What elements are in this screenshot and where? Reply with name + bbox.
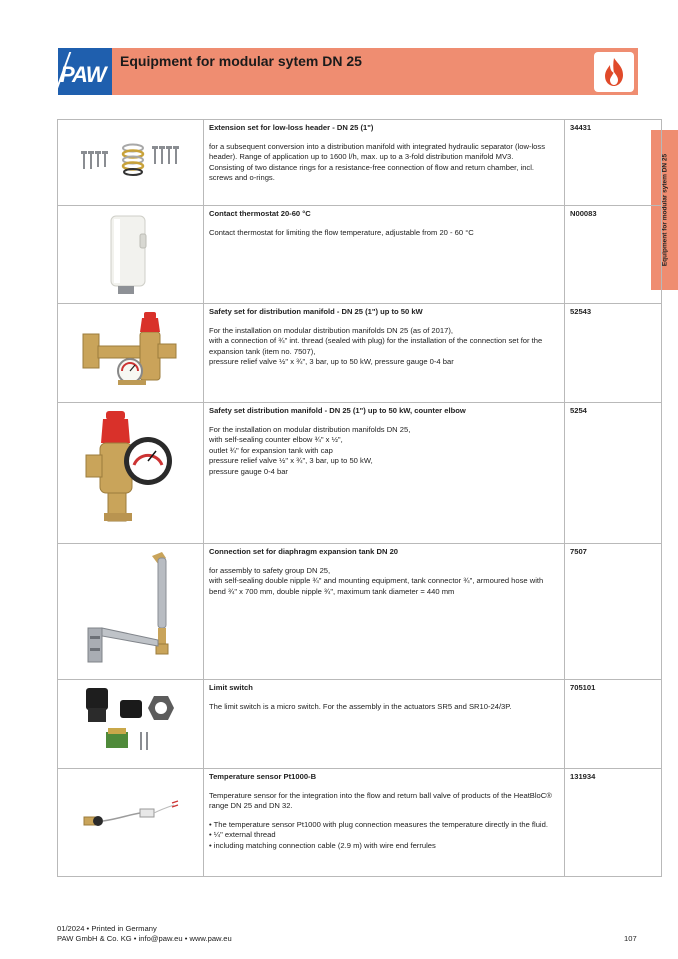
footer <box>57 924 232 944</box>
product-description: for a subsequent conversion into a distribution manifold with integrated hydraulic separator (low-loss header). Range of application up to 1600 l/h, max. up to a 3-fold distribution manifold MV3. Consisting of two distance rings for a resistance-free connection of flow and return chamber, incl. screws and o-rings. <box>209 142 545 183</box>
contact-thermostat-image <box>58 206 203 303</box>
safety-set-image <box>58 304 203 402</box>
product-description-cell <box>204 769 565 877</box>
flame-icon <box>594 52 634 92</box>
item-number: N00083 <box>565 206 662 304</box>
logo-wordmark: PAW <box>60 62 106 87</box>
product-title: Safety set distribution manifold - DN 25 (1") up to 50 kW, counter elbow <box>209 406 466 415</box>
header-bar <box>112 48 638 95</box>
product-image-cell <box>58 769 204 877</box>
product-description-cell <box>204 680 565 769</box>
table-row <box>58 680 662 769</box>
product-image-cell <box>58 120 204 206</box>
product-title: Contact thermostat 20-60 °C <box>209 209 311 218</box>
side-tab-label: Equipment for modular sytem DN 25 <box>661 153 668 267</box>
product-title: Temperature sensor Pt1000-B <box>209 772 317 781</box>
product-title: Connection set for diaphragm expansion tank DN 20 <box>209 547 399 556</box>
product-image-cell <box>58 680 204 769</box>
footer-print-info: 01/2024 • Printed in Germany <box>57 924 157 933</box>
product-description-cell <box>204 403 565 544</box>
product-title: Limit switch <box>209 683 253 692</box>
product-description-cell <box>204 544 565 680</box>
product-image-cell <box>58 403 204 544</box>
page-title: Equipment for modular sytem DN 25 <box>120 53 362 69</box>
paw-logo <box>58 48 112 95</box>
product-image-cell <box>58 304 204 403</box>
product-title: Safety set for distribution manifold - DN 25 (1") up to 50 kW <box>209 307 423 316</box>
product-table <box>57 119 662 877</box>
table-row <box>58 403 662 544</box>
item-number: 5254 <box>565 403 662 544</box>
page-number: 107 <box>624 934 637 943</box>
product-description: Temperature sensor for the integration into the flow and return ball valve of products of the HeatBloC® range DN 25 and DN 32. <box>209 791 552 811</box>
product-title: Extension set for low-loss header - DN 25 (1") <box>209 123 374 132</box>
product-description: Contact thermostat for limiting the flow temperature, adjustable from 20 - 60 °C <box>209 228 474 237</box>
extension-set-image <box>58 120 203 205</box>
product-description-cell <box>204 206 565 304</box>
temperature-sensor-image <box>58 769 203 876</box>
item-number: 131934 <box>565 769 662 877</box>
product-description-cell <box>204 304 565 403</box>
product-image-cell <box>58 544 204 680</box>
table-row <box>58 769 662 877</box>
connection-set-image <box>58 544 203 679</box>
product-image-cell <box>58 206 204 304</box>
table-row <box>58 304 662 403</box>
product-description: For the installation on modular distribution manifolds DN 25 (as of 2017), with a connection of ¾" int. thread (sealed with plug) for the installation of the connection set for the expansion tank (item no. 7507), pressure relief valve ½" x ¾", 3 bar, up to 50 kW, pressure gauge 0-4 bar <box>209 326 543 367</box>
item-number: 7507 <box>565 544 662 680</box>
safety-set-counter-elbow-image <box>58 403 203 543</box>
table-row <box>58 544 662 680</box>
product-description: for assembly to safety group DN 25, with self-sealing double nipple ¾" and mounting equipment, tank connector ¾", armoured hose with bend ¾" x 700 mm, double nipple ¾", maximum tank diameter = 440 mm <box>209 566 544 596</box>
table-row <box>58 206 662 304</box>
table-row <box>58 120 662 206</box>
item-number: 705101 <box>565 680 662 769</box>
item-number: 52543 <box>565 304 662 403</box>
item-number: 34431 <box>565 120 662 206</box>
product-description-details: • The temperature sensor Pt1000 with plug connection measures the temperature directly in the fluid. • ¼" external thread • including matching connection cable (2.9 m) with wire end ferrules <box>209 819 548 850</box>
product-description: The limit switch is a micro switch. For the assembly in the actuators SR5 and SR10-24/3P. <box>209 702 512 711</box>
product-description: For the installation on modular distribution manifolds DN 25, with self-sealing counter elbow ¾" x ½", outlet ¾" for expansion tank with cap pressure relief valve ½" x ¾", 3 bar, up to 50 kW, pressure gauge 0-4 bar <box>209 425 411 476</box>
footer-company-contact: PAW GmbH & Co. KG • info@paw.eu • www.paw.eu <box>57 934 232 943</box>
product-description-cell <box>204 120 565 206</box>
limit-switch-image <box>58 680 203 768</box>
